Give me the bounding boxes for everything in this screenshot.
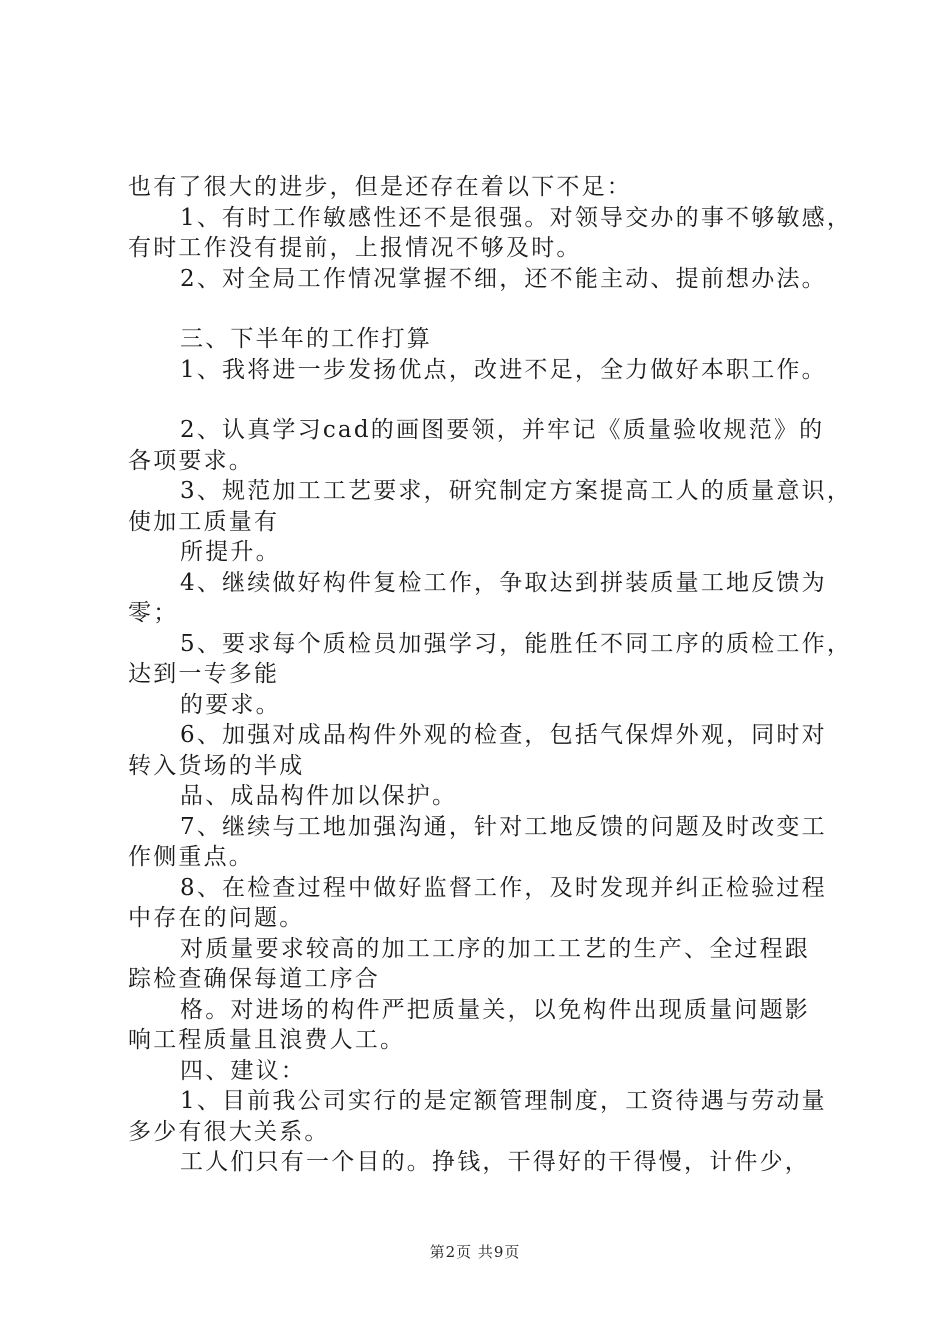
text-line: 响工程质量且浪费人工。	[128, 1027, 406, 1053]
page-footer	[0, 1241, 950, 1262]
document-body	[128, 172, 853, 1178]
text-line: 多少有很大关系。	[128, 1118, 330, 1145]
text-line: 工人们只有一个目的。挣钱，干得好的干得慢，计件少，	[180, 1149, 810, 1175]
text-line: 4、继续做好构件复检工作，争取达到拼装质量工地反馈为	[180, 569, 827, 596]
text-line: 1、有时工作敏感性还不是很强。对领导交办的事不够敏感，	[180, 204, 853, 231]
text-line: 7、继续与工地加强沟通，针对工地反馈的问题及时改变工	[180, 813, 827, 840]
text-line: 格。对进场的构件严把质量关，以免构件出现质量问题影	[180, 996, 810, 1023]
text-line: 1、目前我公司实行的是定额管理制度，工资待遇与劳动量	[180, 1088, 827, 1114]
text-line: 使加工质量有	[128, 508, 280, 535]
text-line: 所提升。	[180, 539, 281, 565]
text-line: 有时工作没有提前，上报情况不够及时。	[128, 235, 582, 261]
section-heading: 四、建议：	[180, 1057, 306, 1084]
text-line: 中存在的问题。	[128, 905, 305, 931]
text-line: 3、规范加工工艺要求，研究制定方案提高工人的质量意识，	[180, 478, 853, 504]
text-line: 转入货场的半成	[128, 752, 305, 779]
text-line: 1、我将进一步发扬优点，改进不足，全力做好本职工作。	[180, 356, 827, 383]
section-heading: 三、下半年的工作打算	[180, 326, 432, 352]
text-line: 踪检查确保每道工序合	[128, 966, 380, 992]
text-line: 5、要求每个质检员加强学习，能胜任不同工序的质检工作，	[180, 630, 853, 657]
text-line: 各项要求。	[128, 447, 254, 474]
text-line: 零；	[128, 600, 179, 626]
text-line: 也有了很大的进步，但是还存在着以下不足：	[128, 174, 632, 200]
text-line: 2、对全局工作情况掌握不细，还不能主动、提前想办法。	[180, 265, 827, 292]
blank-line	[128, 385, 848, 415]
text-line: 6、加强对成品构件外观的检查，包括气保焊外观，同时对	[180, 722, 827, 748]
text-line: 对质量要求较高的加工工序的加工工艺的生产、全过程跟	[180, 935, 810, 962]
text-line: 品、成品构件加以保护。	[180, 783, 458, 809]
page-number-label: 第2页 共9页	[429, 1243, 521, 1261]
text-line: 8、在检查过程中做好监督工作，及时发现并纠正检验过程	[180, 874, 827, 901]
blank-line	[128, 294, 848, 324]
text-line: 的要求。	[180, 691, 281, 718]
text-line: 2、认真学习cad的画图要领，并牢记《质量验收规范》的	[180, 417, 825, 443]
text-line: 作侧重点。	[128, 844, 254, 870]
text-line: 达到一专多能	[128, 661, 280, 687]
